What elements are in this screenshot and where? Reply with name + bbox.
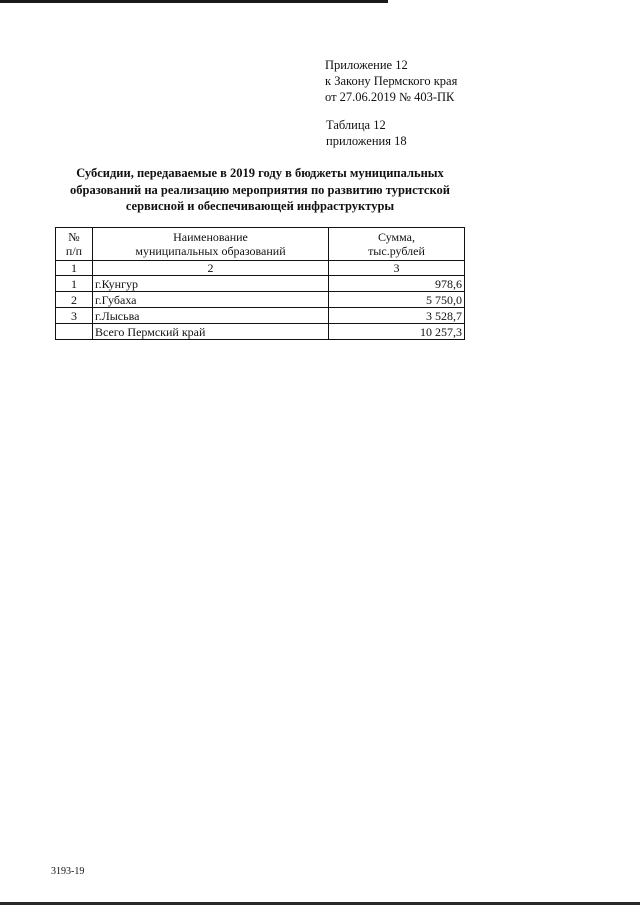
header-num-line-2: п/п (65, 244, 83, 258)
header-name-line-2: муниципальных образований (135, 244, 286, 258)
row-num: 2 (56, 292, 93, 308)
scan-edge-top (0, 0, 388, 3)
header-sum (329, 228, 465, 261)
title-line-1: Субсидии, передаваемые в 2019 году в бюджеты муниципальных (76, 166, 444, 180)
row-amount: 5 750,0 (329, 292, 465, 308)
header-name (93, 228, 329, 261)
table-header-row (56, 228, 465, 261)
header-sum-line-2: тыс.рублей (368, 244, 425, 258)
row-name: г.Губаха (93, 292, 329, 308)
document-title (60, 165, 460, 215)
row-amount: 978,6 (329, 276, 465, 292)
header-sum-line-1: Сумма, (378, 230, 415, 244)
header-num-line-1: № (68, 230, 80, 244)
row-num: 1 (56, 276, 93, 292)
total-num (56, 324, 93, 340)
column-number-1: 1 (56, 261, 93, 276)
subsidies-table (55, 227, 465, 340)
header-num (56, 228, 93, 261)
total-name: Всего Пермский край (93, 324, 329, 340)
table-reference (326, 117, 407, 149)
row-amount: 3 528,7 (329, 308, 465, 324)
title-line-3: сервисной и обеспечивающей инфраструктуры (125, 199, 395, 213)
row-name: г.Кунгур (93, 276, 329, 292)
table-row (56, 276, 465, 292)
table-ref-line-1: Таблица 12 (326, 118, 386, 132)
column-number-2: 2 (93, 261, 329, 276)
row-name: г.Лысьва (93, 308, 329, 324)
total-amount: 10 257,3 (329, 324, 465, 340)
annex-reference (325, 57, 457, 105)
table-total-row (56, 324, 465, 340)
table-row (56, 308, 465, 324)
title-line-2: образований на реализацию мероприятия по развитию туристской (70, 182, 450, 197)
table-ref-line-2: приложения 18 (326, 134, 407, 148)
table-row (56, 292, 465, 308)
document-code: 3193-19 (51, 866, 85, 877)
annex-line-3: от 27.06.2019 № 403-ПК (325, 90, 455, 104)
annex-line-2: к Закону Пермского края (325, 74, 458, 88)
row-num: 3 (56, 308, 93, 324)
annex-line-1: Приложение 12 (325, 58, 408, 72)
header-name-line-1: Наименование (173, 230, 248, 244)
column-number-row (56, 261, 465, 276)
column-number-3: 3 (329, 261, 465, 276)
